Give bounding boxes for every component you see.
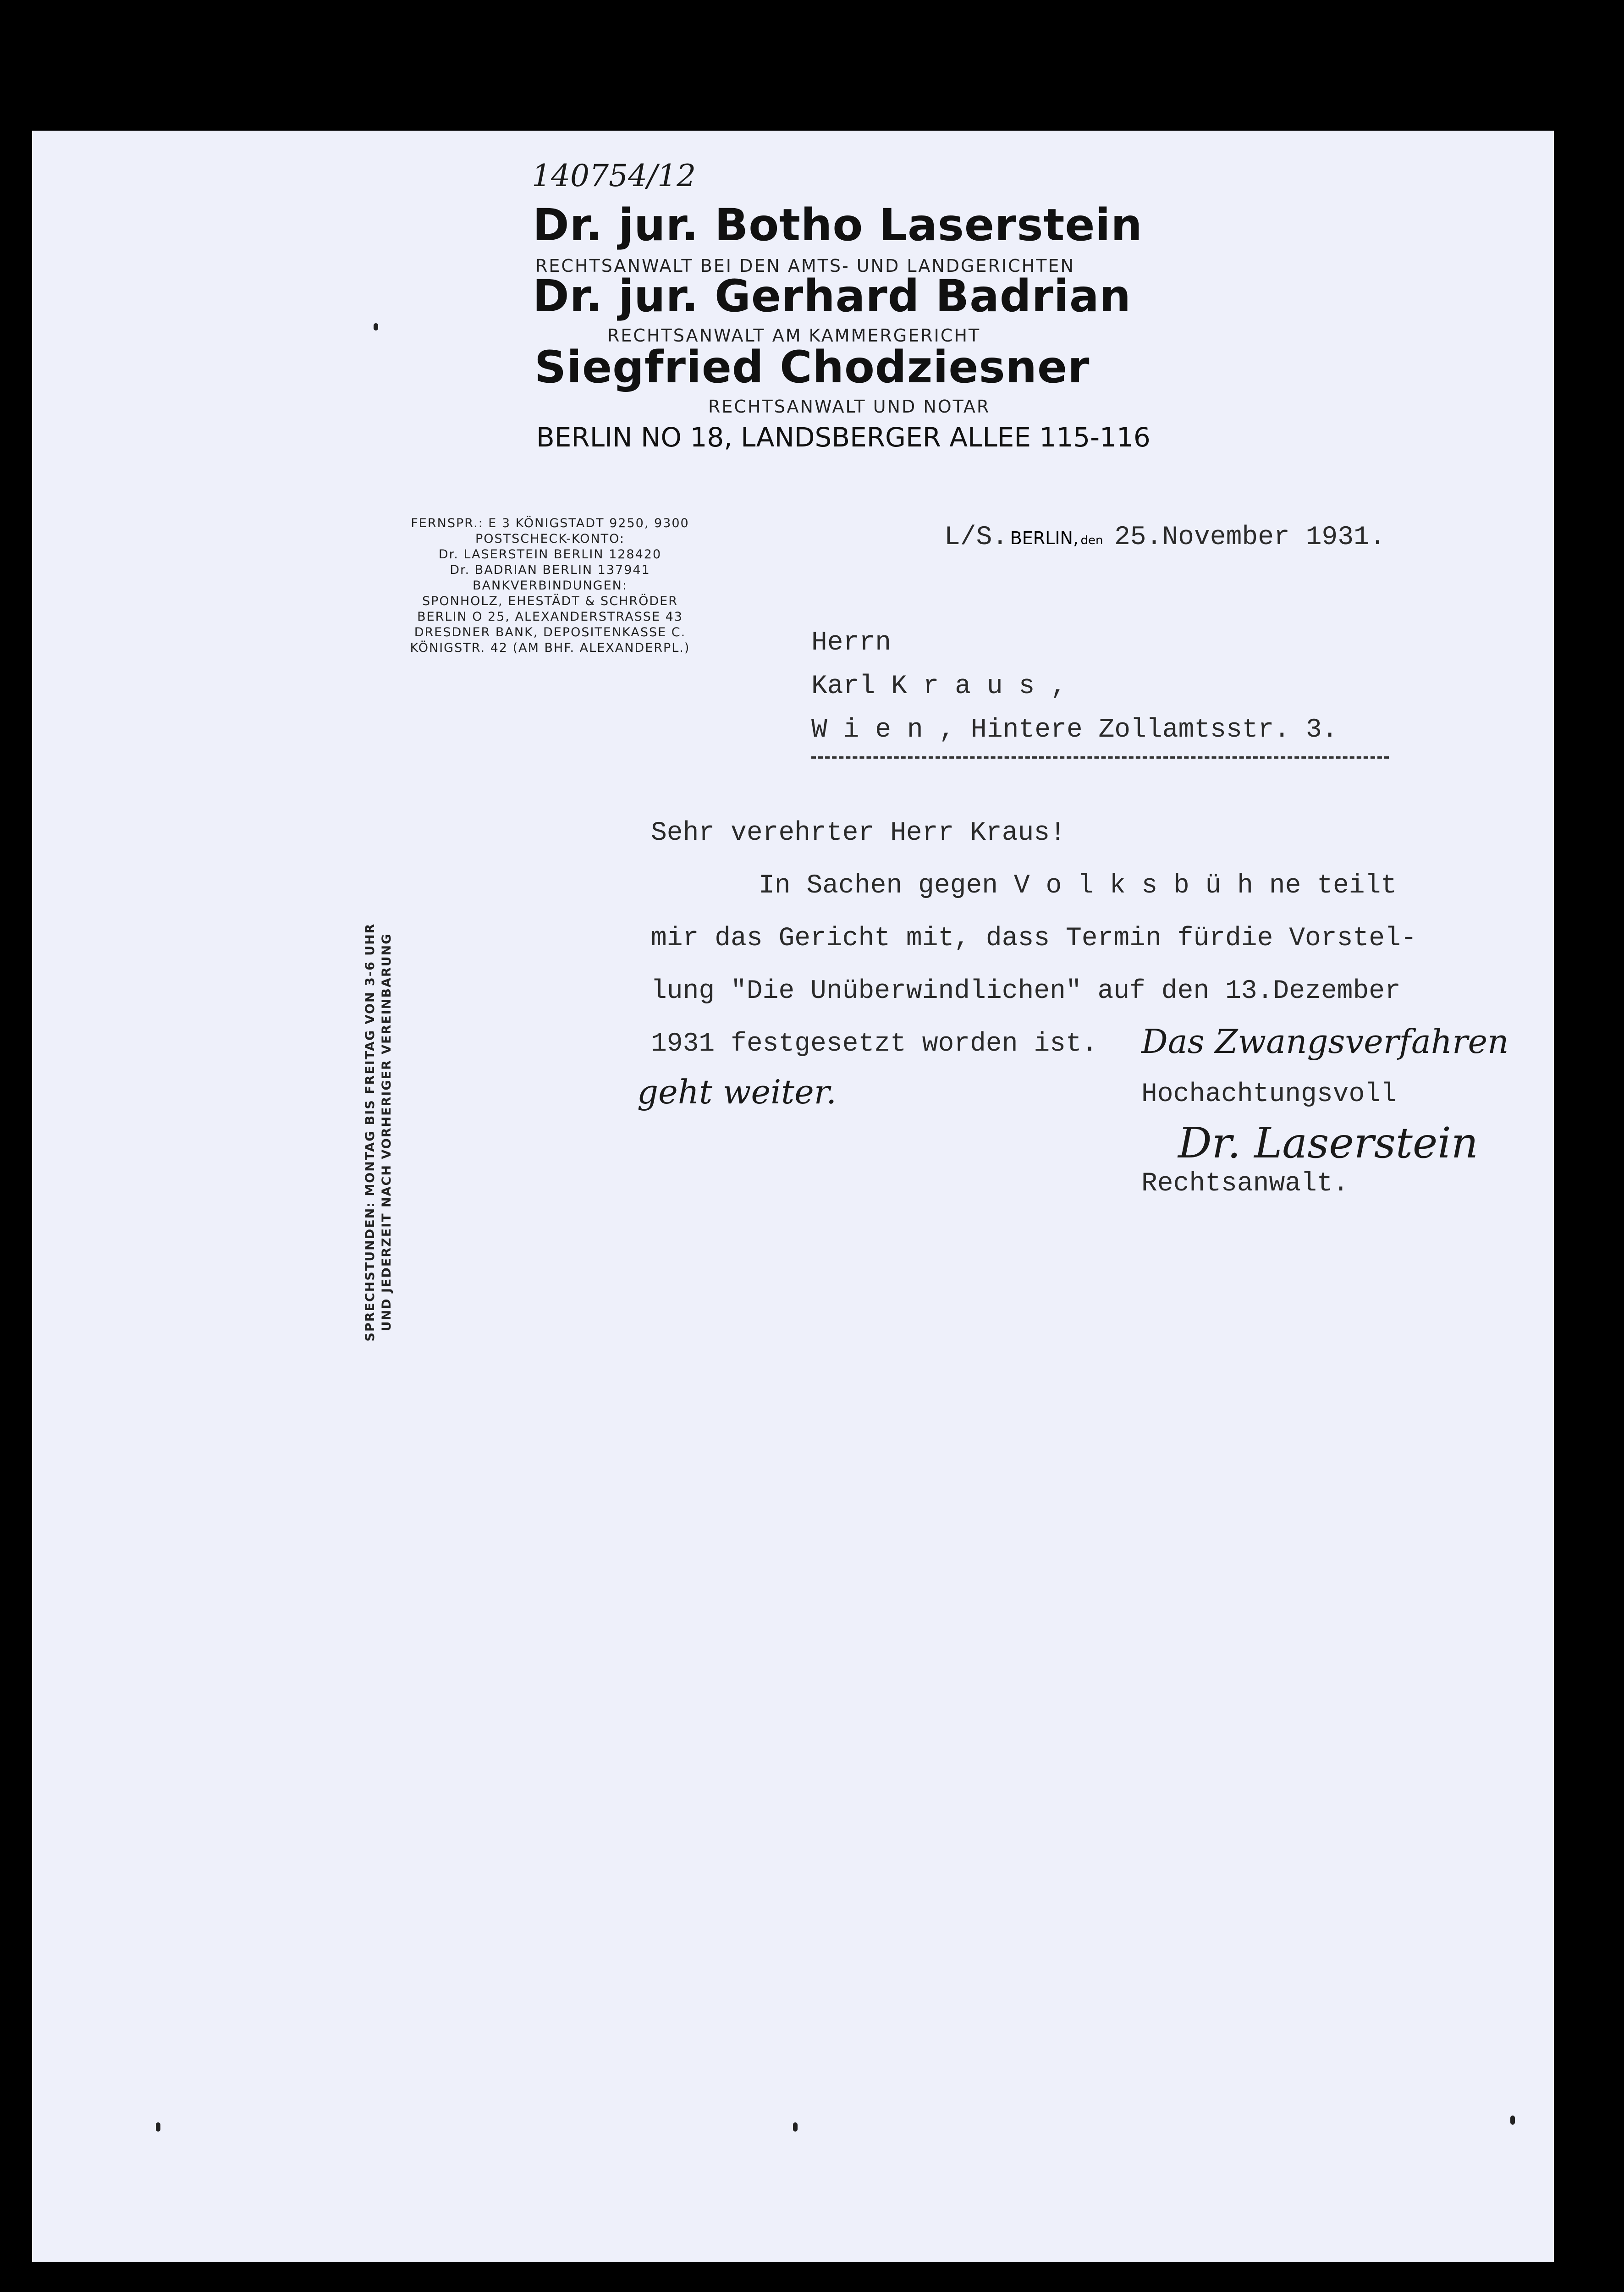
paper-mark	[1510, 2116, 1515, 2125]
paper-mark	[793, 2122, 798, 2132]
contact-bank-1-address: BERLIN O 25, ALEXANDERSTRASSE 43	[417, 610, 683, 624]
contact-postscheck-heading: POSTSCHECK-KONTO:	[475, 532, 625, 546]
handwritten-addition-line-2: geht weiter.	[637, 1073, 837, 1111]
reference-initials: L/S.	[944, 523, 1008, 552]
recipient-name: Karl K r a u s ,	[811, 672, 1067, 701]
handwritten-addition-line-1: Das Zwangsverfahren	[1141, 1022, 1509, 1061]
lawyer-title-3: RECHTSANWALT UND NOTAR	[708, 397, 991, 417]
contact-block	[339, 516, 761, 656]
body-line-1: In Sachen gegen V o l k s b ü h ne teilt	[759, 871, 1397, 901]
recipient-address: W i e n , Hintere Zollamtsstr. 3.	[811, 715, 1338, 745]
signature: Dr. Laserstein	[1178, 1118, 1479, 1168]
lawyer-name-2: Dr. jur. Gerhard Badrian	[533, 270, 1131, 322]
contact-bank-1: SPONHOLZ, EHESTÄDT & SCHRÖDER	[422, 594, 678, 608]
letterhead-address: BERLIN NO 18, LANDSBERGER ALLEE 115-116	[536, 422, 1151, 453]
contact-phone: FERNSPR.: E 3 KÖNIGSTADT 9250, 9300	[411, 516, 689, 530]
signer-title: Rechtsanwalt.	[1141, 1169, 1349, 1199]
body-line-2: mir das Gericht mit, dass Termin fürdie Vorstel-	[651, 924, 1417, 953]
contact-postscheck-laserstein: Dr. LASERSTEIN BERLIN 128420	[438, 547, 662, 562]
letter-page	[32, 131, 1554, 2262]
date-line	[944, 523, 1386, 552]
body-line-4: 1931 festgesetzt worden ist.	[651, 1029, 1098, 1059]
office-hours-line-2: UND JEDERZEIT NACH VORHERIGER VEREINBARUNG	[380, 933, 394, 1332]
paper-mark	[156, 2122, 160, 2132]
contact-bank-2: DRESDNER BANK, DEPOSITENKASSE C.	[414, 625, 686, 639]
closing: Hochachtungsvoll	[1141, 1080, 1397, 1109]
lawyer-title-2: RECHTSANWALT AM KAMMERGERICHT	[607, 325, 981, 346]
contact-postscheck-badrian: Dr. BADRIAN BERLIN 137941	[450, 563, 650, 577]
body-line-3: lung "Die Unüberwindlichen" auf den 13.Dezember	[651, 976, 1401, 1006]
letter-date: 25.November 1931.	[1114, 523, 1386, 552]
contact-bank-heading: BANKVERBINDUNGEN:	[473, 579, 628, 593]
place: BERLIN,	[1010, 528, 1079, 548]
archive-number: 140754/12	[532, 158, 696, 193]
den-label: den	[1080, 534, 1103, 547]
lawyer-name-3: Siegfried Chodziesner	[534, 342, 1090, 393]
lawyer-title-1: RECHTSANWALT BEI DEN AMTS- UND LANDGERICHTEN	[535, 256, 1075, 276]
office-hours-line-1: SPRECHSTUNDEN: MONTAG BIS FREITAG VON 3-6 UHR	[363, 923, 377, 1342]
office-hours	[362, 885, 395, 1380]
recipient-salutation: Herrn	[811, 628, 892, 658]
address-underline	[811, 756, 1389, 759]
greeting: Sehr verehrter Herr Kraus!	[651, 818, 1066, 848]
lawyer-name-1: Dr. jur. Botho Laserstein	[533, 199, 1143, 251]
contact-bank-2-address: KÖNIGSTR. 42 (AM BHF. ALEXANDERPL.)	[410, 641, 690, 655]
paper-mark	[374, 323, 378, 331]
